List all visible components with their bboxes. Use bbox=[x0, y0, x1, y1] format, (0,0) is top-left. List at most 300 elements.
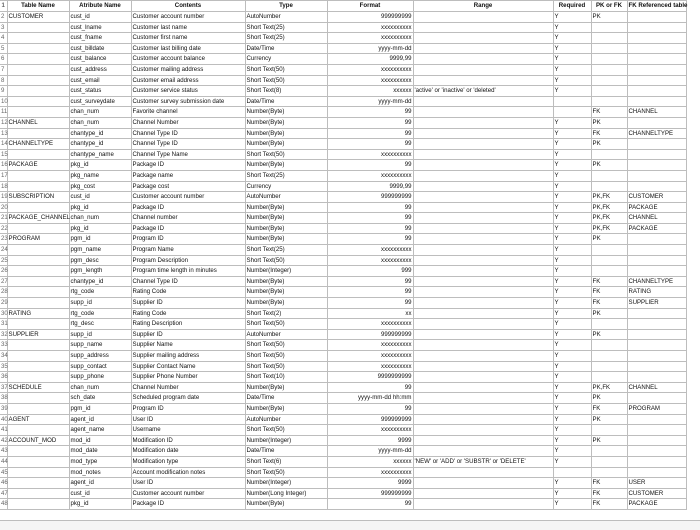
cell-fk-referenced[interactable]: CHANNELTYPE bbox=[627, 128, 686, 139]
cell-table-name[interactable] bbox=[7, 393, 69, 404]
cell-contents[interactable]: Customer mailing address bbox=[131, 64, 245, 75]
cell-attribute-name[interactable]: agent_id bbox=[69, 478, 131, 489]
cell-range[interactable] bbox=[413, 64, 553, 75]
cell-contents[interactable]: Account modification notes bbox=[131, 467, 245, 478]
cell-range[interactable] bbox=[413, 266, 553, 277]
cell-contents[interactable]: Rating Code bbox=[131, 287, 245, 298]
row-number[interactable]: 18 bbox=[0, 181, 7, 192]
row-number[interactable]: 34 bbox=[0, 351, 7, 362]
cell-pk-fk[interactable]: PK bbox=[591, 160, 627, 171]
cell-pk-fk[interactable]: FK bbox=[591, 488, 627, 499]
cell-required[interactable]: Y bbox=[553, 372, 591, 383]
cell-contents[interactable]: Customer last billing date bbox=[131, 43, 245, 54]
cell-range[interactable] bbox=[413, 43, 553, 54]
cell-fk-referenced[interactable] bbox=[627, 425, 686, 436]
cell-type[interactable]: Short Text(25) bbox=[245, 245, 327, 256]
cell-pk-fk[interactable] bbox=[591, 86, 627, 97]
cell-type[interactable]: Short Text(50) bbox=[245, 340, 327, 351]
cell-format[interactable]: 99 bbox=[327, 117, 413, 128]
cell-range[interactable] bbox=[413, 393, 553, 404]
cell-attribute-name[interactable]: chantype_id bbox=[69, 276, 131, 287]
cell-pk-fk[interactable] bbox=[591, 54, 627, 65]
cell-required[interactable]: Y bbox=[553, 340, 591, 351]
header-range[interactable]: Range bbox=[413, 1, 553, 12]
cell-pk-fk[interactable] bbox=[591, 425, 627, 436]
cell-attribute-name[interactable]: sch_date bbox=[69, 393, 131, 404]
cell-attribute-name[interactable]: rtg_code bbox=[69, 308, 131, 319]
cell-format[interactable]: xxxxxxxxxx bbox=[327, 361, 413, 372]
cell-type[interactable]: Currency bbox=[245, 181, 327, 192]
cell-table-name[interactable]: SUPPLIER bbox=[7, 329, 69, 340]
cell-range[interactable] bbox=[413, 54, 553, 65]
cell-contents[interactable]: Rating Code bbox=[131, 308, 245, 319]
cell-pk-fk[interactable]: FK bbox=[591, 403, 627, 414]
cell-format[interactable]: 9999 bbox=[327, 435, 413, 446]
cell-contents[interactable]: Customer service status bbox=[131, 86, 245, 97]
cell-fk-referenced[interactable] bbox=[627, 467, 686, 478]
cell-required[interactable]: Y bbox=[553, 393, 591, 404]
cell-attribute-name[interactable]: pgm_desc bbox=[69, 255, 131, 266]
cell-contents[interactable]: Program ID bbox=[131, 403, 245, 414]
cell-fk-referenced[interactable]: PACKAGE bbox=[627, 202, 686, 213]
cell-table-name[interactable] bbox=[7, 22, 69, 33]
row-number[interactable]: 7 bbox=[0, 64, 7, 75]
cell-type[interactable]: Date/Time bbox=[245, 43, 327, 54]
cell-required[interactable]: Y bbox=[553, 298, 591, 309]
cell-required[interactable] bbox=[553, 467, 591, 478]
cell-range[interactable] bbox=[413, 414, 553, 425]
cell-required[interactable]: Y bbox=[553, 255, 591, 266]
cell-required[interactable]: Y bbox=[553, 435, 591, 446]
cell-range[interactable] bbox=[413, 372, 553, 383]
cell-required[interactable]: Y bbox=[553, 351, 591, 362]
cell-type[interactable]: Date/Time bbox=[245, 393, 327, 404]
cell-required[interactable]: Y bbox=[553, 266, 591, 277]
cell-required[interactable]: Y bbox=[553, 170, 591, 181]
row-number[interactable]: 43 bbox=[0, 446, 7, 457]
cell-required[interactable]: Y bbox=[553, 276, 591, 287]
cell-range[interactable] bbox=[413, 435, 553, 446]
cell-contents[interactable]: Customer survey submission date bbox=[131, 96, 245, 107]
cell-range[interactable] bbox=[413, 361, 553, 372]
cell-contents[interactable]: Customer account balance bbox=[131, 54, 245, 65]
cell-required[interactable]: Y bbox=[553, 43, 591, 54]
cell-contents[interactable]: Package cost bbox=[131, 181, 245, 192]
cell-format[interactable]: xx bbox=[327, 308, 413, 319]
cell-pk-fk[interactable]: FK bbox=[591, 287, 627, 298]
cell-table-name[interactable] bbox=[7, 128, 69, 139]
row-number[interactable]: 37 bbox=[0, 382, 7, 393]
header-type[interactable]: Type bbox=[245, 1, 327, 12]
cell-attribute-name[interactable]: supp_contact bbox=[69, 361, 131, 372]
cell-attribute-name[interactable]: pkg_name bbox=[69, 170, 131, 181]
cell-pk-fk[interactable] bbox=[591, 43, 627, 54]
row-number[interactable]: 30 bbox=[0, 308, 7, 319]
cell-fk-referenced[interactable] bbox=[627, 117, 686, 128]
cell-type[interactable]: Number(Integer) bbox=[245, 435, 327, 446]
cell-contents[interactable]: Supplier mailing address bbox=[131, 351, 245, 362]
cell-range[interactable] bbox=[413, 234, 553, 245]
cell-range[interactable] bbox=[413, 340, 553, 351]
row-number[interactable]: 6 bbox=[0, 54, 7, 65]
cell-required[interactable]: Y bbox=[553, 213, 591, 224]
cell-table-name[interactable] bbox=[7, 446, 69, 457]
cell-format[interactable]: xxxxxx bbox=[327, 456, 413, 467]
cell-table-name[interactable] bbox=[7, 107, 69, 118]
cell-table-name[interactable]: CHANNEL bbox=[7, 117, 69, 128]
row-number[interactable]: 27 bbox=[0, 276, 7, 287]
cell-range[interactable] bbox=[413, 499, 553, 510]
cell-fk-referenced[interactable]: PACKAGE bbox=[627, 223, 686, 234]
cell-fk-referenced[interactable] bbox=[627, 319, 686, 330]
cell-format[interactable]: 999999999 bbox=[327, 488, 413, 499]
cell-pk-fk[interactable] bbox=[591, 33, 627, 44]
row-number[interactable]: 29 bbox=[0, 298, 7, 309]
cell-format[interactable]: 9999,99 bbox=[327, 54, 413, 65]
cell-pk-fk[interactable] bbox=[591, 64, 627, 75]
cell-pk-fk[interactable]: PK bbox=[591, 234, 627, 245]
cell-range[interactable] bbox=[413, 75, 553, 86]
cell-pk-fk[interactable]: PK,FK bbox=[591, 382, 627, 393]
cell-contents[interactable]: User ID bbox=[131, 478, 245, 489]
cell-required[interactable]: Y bbox=[553, 139, 591, 150]
cell-attribute-name[interactable]: pgm_name bbox=[69, 245, 131, 256]
cell-range[interactable] bbox=[413, 139, 553, 150]
cell-required[interactable]: Y bbox=[553, 192, 591, 203]
cell-required[interactable]: Y bbox=[553, 308, 591, 319]
cell-format[interactable]: 99 bbox=[327, 160, 413, 171]
cell-type[interactable]: Short Text(50) bbox=[245, 319, 327, 330]
cell-pk-fk[interactable]: PK bbox=[591, 393, 627, 404]
cell-pk-fk[interactable] bbox=[591, 149, 627, 160]
cell-fk-referenced[interactable] bbox=[627, 446, 686, 457]
cell-required[interactable]: Y bbox=[553, 54, 591, 65]
cell-table-name[interactable] bbox=[7, 499, 69, 510]
cell-type[interactable]: Number(Byte) bbox=[245, 128, 327, 139]
cell-table-name[interactable] bbox=[7, 478, 69, 489]
cell-type[interactable]: Short Text(25) bbox=[245, 22, 327, 33]
cell-table-name[interactable] bbox=[7, 75, 69, 86]
cell-required[interactable]: Y bbox=[553, 403, 591, 414]
row-number[interactable]: 19 bbox=[0, 192, 7, 203]
cell-table-name[interactable] bbox=[7, 276, 69, 287]
cell-range[interactable] bbox=[413, 329, 553, 340]
cell-contents[interactable]: Channel Type ID bbox=[131, 128, 245, 139]
cell-format[interactable]: 99 bbox=[327, 403, 413, 414]
row-number[interactable]: 47 bbox=[0, 488, 7, 499]
cell-contents[interactable]: Modification date bbox=[131, 446, 245, 457]
cell-format[interactable]: xxxxxxxxxx bbox=[327, 319, 413, 330]
cell-range[interactable] bbox=[413, 128, 553, 139]
cell-type[interactable]: Number(Byte) bbox=[245, 234, 327, 245]
cell-range[interactable] bbox=[413, 160, 553, 171]
cell-table-name[interactable] bbox=[7, 425, 69, 436]
cell-pk-fk[interactable]: FK bbox=[591, 107, 627, 118]
cell-type[interactable]: Short Text(10) bbox=[245, 372, 327, 383]
cell-attribute-name[interactable]: chantype_name bbox=[69, 149, 131, 160]
cell-type[interactable]: Number(Byte) bbox=[245, 117, 327, 128]
row-number[interactable]: 2 bbox=[0, 12, 7, 23]
cell-pk-fk[interactable]: FK bbox=[591, 478, 627, 489]
cell-contents[interactable]: Customer account number bbox=[131, 12, 245, 23]
cell-contents[interactable]: Package ID bbox=[131, 202, 245, 213]
cell-pk-fk[interactable] bbox=[591, 170, 627, 181]
cell-format[interactable]: 99 bbox=[327, 499, 413, 510]
cell-fk-referenced[interactable] bbox=[627, 96, 686, 107]
cell-format[interactable]: xxxxxxxxxx bbox=[327, 22, 413, 33]
cell-required[interactable]: Y bbox=[553, 64, 591, 75]
cell-pk-fk[interactable] bbox=[591, 446, 627, 457]
cell-table-name[interactable]: PROGRAM bbox=[7, 234, 69, 245]
cell-format[interactable]: 99 bbox=[327, 223, 413, 234]
cell-fk-referenced[interactable] bbox=[627, 266, 686, 277]
cell-contents[interactable]: Modification type bbox=[131, 456, 245, 467]
cell-range[interactable] bbox=[413, 308, 553, 319]
cell-type[interactable]: AutoNumber bbox=[245, 12, 327, 23]
row-number[interactable]: 22 bbox=[0, 223, 7, 234]
cell-attribute-name[interactable]: cust_id bbox=[69, 488, 131, 499]
cell-type[interactable]: Date/Time bbox=[245, 96, 327, 107]
cell-pk-fk[interactable]: FK bbox=[591, 276, 627, 287]
cell-range[interactable] bbox=[413, 467, 553, 478]
cell-type[interactable]: Short Text(25) bbox=[245, 33, 327, 44]
cell-fk-referenced[interactable] bbox=[627, 22, 686, 33]
cell-required[interactable]: Y bbox=[553, 117, 591, 128]
cell-required[interactable]: Y bbox=[553, 382, 591, 393]
cell-required[interactable]: Y bbox=[553, 319, 591, 330]
cell-attribute-name[interactable]: pkg_id bbox=[69, 499, 131, 510]
cell-format[interactable]: 99 bbox=[327, 139, 413, 150]
row-number[interactable]: 40 bbox=[0, 414, 7, 425]
cell-range[interactable] bbox=[413, 488, 553, 499]
cell-attribute-name[interactable]: chantype_id bbox=[69, 128, 131, 139]
cell-attribute-name[interactable]: cust_status bbox=[69, 86, 131, 97]
cell-required[interactable]: Y bbox=[553, 22, 591, 33]
cell-format[interactable]: 99 bbox=[327, 213, 413, 224]
cell-required[interactable]: Y bbox=[553, 223, 591, 234]
cell-format[interactable]: xxxxxxxxxx bbox=[327, 170, 413, 181]
cell-contents[interactable]: Program time length in minutes bbox=[131, 266, 245, 277]
cell-pk-fk[interactable]: PK bbox=[591, 12, 627, 23]
cell-format[interactable]: xxxxxxxxxx bbox=[327, 340, 413, 351]
cell-table-name[interactable] bbox=[7, 351, 69, 362]
cell-format[interactable]: yyyy-mm-dd bbox=[327, 43, 413, 54]
cell-format[interactable]: xxxxxxxxxx bbox=[327, 33, 413, 44]
cell-pk-fk[interactable] bbox=[591, 266, 627, 277]
cell-fk-referenced[interactable] bbox=[627, 54, 686, 65]
cell-type[interactable]: Number(Byte) bbox=[245, 499, 327, 510]
cell-table-name[interactable]: SUBSCRIPTION bbox=[7, 192, 69, 203]
cell-type[interactable]: Number(Byte) bbox=[245, 202, 327, 213]
row-number[interactable]: 13 bbox=[0, 128, 7, 139]
cell-format[interactable]: 99 bbox=[327, 298, 413, 309]
cell-range[interactable]: 'active' or 'inactive' or 'deleted' bbox=[413, 86, 553, 97]
cell-table-name[interactable] bbox=[7, 96, 69, 107]
cell-range[interactable] bbox=[413, 12, 553, 23]
cell-table-name[interactable]: PACKAGE bbox=[7, 160, 69, 171]
cell-fk-referenced[interactable]: CUSTOMER bbox=[627, 192, 686, 203]
cell-required[interactable]: Y bbox=[553, 128, 591, 139]
cell-table-name[interactable] bbox=[7, 266, 69, 277]
cell-pk-fk[interactable] bbox=[591, 456, 627, 467]
cell-table-name[interactable] bbox=[7, 319, 69, 330]
cell-type[interactable]: Short Text(50) bbox=[245, 75, 327, 86]
cell-format[interactable]: xxxxxxxxxx bbox=[327, 255, 413, 266]
header-attribute-name[interactable]: Atribute Name bbox=[69, 1, 131, 12]
cell-fk-referenced[interactable]: SUPPLIER bbox=[627, 298, 686, 309]
row-number[interactable]: 45 bbox=[0, 467, 7, 478]
cell-table-name[interactable]: PACKAGE_CHANNEL bbox=[7, 213, 69, 224]
cell-pk-fk[interactable] bbox=[591, 351, 627, 362]
cell-type[interactable]: Short Text(50) bbox=[245, 149, 327, 160]
header-required[interactable]: Required bbox=[553, 1, 591, 12]
cell-type[interactable]: Short Text(50) bbox=[245, 64, 327, 75]
cell-contents[interactable]: Channel Type ID bbox=[131, 276, 245, 287]
cell-required[interactable]: Y bbox=[553, 75, 591, 86]
cell-attribute-name[interactable]: cust_email bbox=[69, 75, 131, 86]
cell-format[interactable]: xxxxxxxxxx bbox=[327, 149, 413, 160]
cell-range[interactable] bbox=[413, 202, 553, 213]
cell-pk-fk[interactable] bbox=[591, 319, 627, 330]
cell-required[interactable] bbox=[553, 96, 591, 107]
cell-contents[interactable]: Package ID bbox=[131, 160, 245, 171]
cell-contents[interactable]: Rating Description bbox=[131, 319, 245, 330]
cell-fk-referenced[interactable]: PACKAGE bbox=[627, 499, 686, 510]
cell-table-name[interactable] bbox=[7, 456, 69, 467]
cell-table-name[interactable] bbox=[7, 488, 69, 499]
cell-format[interactable]: yyyy-mm-dd bbox=[327, 96, 413, 107]
cell-contents[interactable]: Modification ID bbox=[131, 435, 245, 446]
cell-range[interactable] bbox=[413, 96, 553, 107]
row-number[interactable]: 4 bbox=[0, 33, 7, 44]
cell-range[interactable] bbox=[413, 245, 553, 256]
cell-contents[interactable]: Customer first name bbox=[131, 33, 245, 44]
row-number[interactable]: 17 bbox=[0, 170, 7, 181]
cell-attribute-name[interactable]: mod_type bbox=[69, 456, 131, 467]
cell-type[interactable]: Short Text(2) bbox=[245, 308, 327, 319]
cell-format[interactable]: 99 bbox=[327, 234, 413, 245]
cell-required[interactable]: Y bbox=[553, 287, 591, 298]
cell-format[interactable]: 99 bbox=[327, 107, 413, 118]
cell-type[interactable]: Number(Byte) bbox=[245, 139, 327, 150]
cell-range[interactable] bbox=[413, 319, 553, 330]
cell-pk-fk[interactable] bbox=[591, 255, 627, 266]
cell-attribute-name[interactable]: mod_notes bbox=[69, 467, 131, 478]
cell-pk-fk[interactable]: PK,FK bbox=[591, 213, 627, 224]
cell-format[interactable]: 999999999 bbox=[327, 192, 413, 203]
cell-table-name[interactable]: RATING bbox=[7, 308, 69, 319]
cell-pk-fk[interactable] bbox=[591, 245, 627, 256]
cell-fk-referenced[interactable] bbox=[627, 75, 686, 86]
row-number[interactable]: 3 bbox=[0, 22, 7, 33]
cell-type[interactable]: Number(Byte) bbox=[245, 382, 327, 393]
cell-contents[interactable]: Program Name bbox=[131, 245, 245, 256]
row-number[interactable]: 28 bbox=[0, 287, 7, 298]
cell-contents[interactable]: Channel Type Name bbox=[131, 149, 245, 160]
cell-pk-fk[interactable] bbox=[591, 96, 627, 107]
row-number[interactable]: 21 bbox=[0, 213, 7, 224]
cell-attribute-name[interactable]: mod_date bbox=[69, 446, 131, 457]
cell-format[interactable]: 9999,99 bbox=[327, 181, 413, 192]
cell-table-name[interactable] bbox=[7, 170, 69, 181]
cell-contents[interactable]: Customer last name bbox=[131, 22, 245, 33]
cell-type[interactable]: Short Text(25) bbox=[245, 170, 327, 181]
cell-required[interactable]: Y bbox=[553, 12, 591, 23]
cell-table-name[interactable] bbox=[7, 467, 69, 478]
cell-format[interactable]: xxxxxxxxxx bbox=[327, 245, 413, 256]
cell-fk-referenced[interactable] bbox=[627, 12, 686, 23]
cell-fk-referenced[interactable] bbox=[627, 170, 686, 181]
cell-required[interactable]: Y bbox=[553, 456, 591, 467]
cell-fk-referenced[interactable]: RATING bbox=[627, 287, 686, 298]
cell-type[interactable]: Short Text(8) bbox=[245, 86, 327, 97]
row-number[interactable]: 26 bbox=[0, 266, 7, 277]
cell-table-name[interactable] bbox=[7, 298, 69, 309]
cell-attribute-name[interactable]: chan_num bbox=[69, 213, 131, 224]
cell-range[interactable] bbox=[413, 170, 553, 181]
cell-contents[interactable]: Package ID bbox=[131, 223, 245, 234]
cell-fk-referenced[interactable]: CUSTOMER bbox=[627, 488, 686, 499]
cell-pk-fk[interactable] bbox=[591, 361, 627, 372]
cell-attribute-name[interactable]: cust_id bbox=[69, 12, 131, 23]
cell-required[interactable]: Y bbox=[553, 414, 591, 425]
cell-attribute-name[interactable]: cust_id bbox=[69, 192, 131, 203]
cell-required[interactable]: Y bbox=[553, 499, 591, 510]
cell-contents[interactable]: Customer account number bbox=[131, 192, 245, 203]
cell-contents[interactable]: Customer email address bbox=[131, 75, 245, 86]
cell-required[interactable]: Y bbox=[553, 181, 591, 192]
cell-pk-fk[interactable] bbox=[591, 372, 627, 383]
cell-required[interactable]: Y bbox=[553, 234, 591, 245]
cell-format[interactable]: 99 bbox=[327, 382, 413, 393]
cell-attribute-name[interactable]: supp_phone bbox=[69, 372, 131, 383]
cell-pk-fk[interactable]: FK bbox=[591, 499, 627, 510]
cell-fk-referenced[interactable] bbox=[627, 139, 686, 150]
row-number[interactable]: 41 bbox=[0, 425, 7, 436]
cell-fk-referenced[interactable] bbox=[627, 393, 686, 404]
cell-attribute-name[interactable]: rtg_desc bbox=[69, 319, 131, 330]
cell-range[interactable] bbox=[413, 107, 553, 118]
cell-format[interactable]: 99 bbox=[327, 276, 413, 287]
cell-required[interactable]: Y bbox=[553, 361, 591, 372]
row-number[interactable]: 12 bbox=[0, 117, 7, 128]
cell-fk-referenced[interactable] bbox=[627, 149, 686, 160]
cell-range[interactable] bbox=[413, 276, 553, 287]
cell-fk-referenced[interactable]: CHANNEL bbox=[627, 107, 686, 118]
cell-contents[interactable]: Program ID bbox=[131, 234, 245, 245]
row-number[interactable]: 23 bbox=[0, 234, 7, 245]
cell-contents[interactable]: Supplier Contact Name bbox=[131, 361, 245, 372]
cell-pk-fk[interactable]: PK bbox=[591, 139, 627, 150]
cell-type[interactable]: Number(Byte) bbox=[245, 287, 327, 298]
cell-format[interactable]: 99 bbox=[327, 128, 413, 139]
cell-range[interactable]: 'NEW' or 'ADD' or 'SUBSTR' or 'DELETE' bbox=[413, 456, 553, 467]
cell-format[interactable]: 999 bbox=[327, 266, 413, 277]
cell-pk-fk[interactable]: PK bbox=[591, 435, 627, 446]
cell-attribute-name[interactable]: chan_num bbox=[69, 107, 131, 118]
cell-pk-fk[interactable] bbox=[591, 181, 627, 192]
cell-format[interactable]: 9999 bbox=[327, 478, 413, 489]
row-number[interactable]: 1 bbox=[0, 1, 7, 12]
cell-fk-referenced[interactable] bbox=[627, 372, 686, 383]
row-number[interactable]: 39 bbox=[0, 403, 7, 414]
cell-table-name[interactable] bbox=[7, 149, 69, 160]
cell-contents[interactable]: Program Description bbox=[131, 255, 245, 266]
row-number[interactable]: 5 bbox=[0, 43, 7, 54]
cell-fk-referenced[interactable]: CHANNEL bbox=[627, 213, 686, 224]
cell-fk-referenced[interactable] bbox=[627, 33, 686, 44]
cell-range[interactable] bbox=[413, 425, 553, 436]
